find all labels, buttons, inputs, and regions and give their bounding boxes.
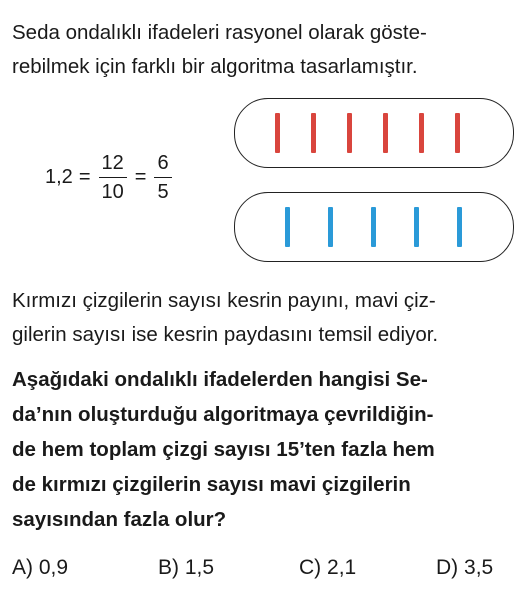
blue-line	[414, 207, 419, 247]
blue-line	[371, 207, 376, 247]
question-line-3: de hem toplam çizgi sayısı 15’ten fazla hem	[12, 438, 435, 461]
option-d[interactable]	[436, 556, 493, 580]
explanation-paragraph	[12, 284, 512, 352]
question-line-4: de kırmızı çizgilerin sayısı mavi çizgilerin	[12, 473, 411, 496]
option-label: A)	[12, 556, 33, 579]
option-b[interactable]	[158, 556, 214, 580]
red-line	[311, 113, 316, 153]
red-line	[455, 113, 460, 153]
option-label: B)	[158, 556, 179, 579]
question-paragraph	[12, 362, 512, 537]
explanation-line-2: gilerin sayısı ise kesrin paydasını temsil ediyor.	[12, 323, 439, 346]
fraction-6-5	[154, 151, 171, 204]
option-value: 3,5	[464, 556, 494, 579]
answer-options	[12, 556, 512, 590]
question-line-5: sayısından fazla olur?	[12, 508, 227, 531]
intro-line-1: Seda ondalıklı ifadeleri rasyonel olarak göste-	[12, 21, 427, 44]
fraction-12-10	[99, 151, 127, 204]
question-line-2: da’nın oluşturduğu algoritmaya çevrildiğin-	[12, 403, 434, 426]
red-line	[383, 113, 388, 153]
blue-line	[457, 207, 462, 247]
decimal-value: 1,2	[45, 165, 73, 188]
red-line	[419, 113, 424, 153]
red-line	[347, 113, 352, 153]
option-value: 0,9	[38, 556, 69, 579]
fraction-numerator: 12	[99, 151, 127, 178]
blue-line	[328, 207, 333, 247]
fraction-numerator: 6	[154, 151, 171, 178]
intro-line-2: rebilmek için farklı bir algoritma tasarlamıştır.	[12, 55, 418, 78]
intro-paragraph	[12, 16, 512, 84]
blue-lines-box	[234, 192, 514, 262]
question-line-1: Aşağıdaki ondalıklı ifadelerden hangisi Se-	[12, 368, 428, 391]
explanation-line-1: Kırmızı çizgilerin sayısı kesrin payını, mavi çiz-	[12, 289, 436, 312]
fraction-denominator: 5	[157, 180, 169, 203]
red-line	[275, 113, 280, 153]
option-label: D)	[436, 556, 459, 579]
blue-line	[285, 207, 290, 247]
fraction-denominator: 10	[101, 180, 124, 203]
option-a[interactable]	[12, 556, 68, 580]
option-value: 2,1	[327, 556, 357, 579]
example-equation	[45, 145, 174, 209]
equals-sign-2: =	[134, 165, 147, 188]
red-lines-box	[234, 98, 514, 168]
option-label: C)	[299, 556, 322, 579]
option-c[interactable]	[299, 556, 356, 580]
equals-sign-1: =	[78, 165, 91, 188]
option-value: 1,5	[184, 556, 215, 579]
